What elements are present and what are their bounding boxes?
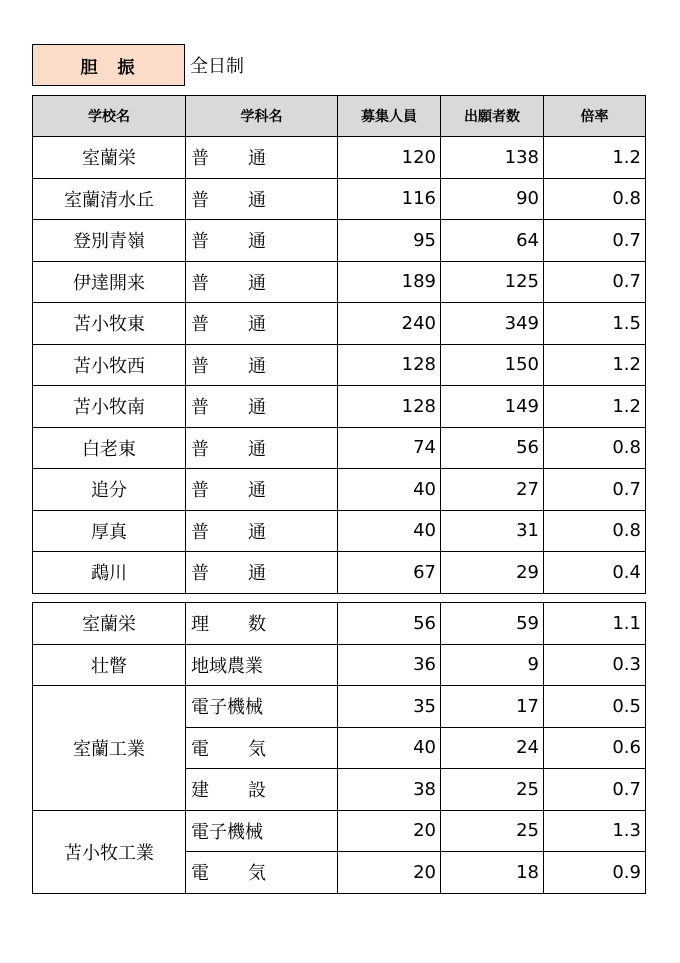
header-department: 学科名 — [186, 96, 338, 137]
ratio-cell: 0.9 — [544, 852, 646, 894]
table-row — [33, 220, 646, 262]
table-row — [33, 178, 646, 220]
school-cell: 登別青嶺 — [33, 220, 186, 262]
quota-cell: 36 — [338, 644, 441, 686]
applicants-cell: 9 — [441, 644, 544, 686]
ratio-cell: 0.8 — [544, 178, 646, 220]
department-cell: 電子機械 — [186, 686, 338, 728]
table-row — [33, 810, 646, 852]
applicants-cell: 24 — [441, 727, 544, 769]
department-cell: 電子機械 — [186, 810, 338, 852]
applicants-cell: 150 — [441, 344, 544, 386]
department-cell: 普 通 — [186, 137, 338, 179]
ratio-cell: 1.3 — [544, 810, 646, 852]
department-cell: 普 通 — [186, 510, 338, 552]
department-cell: 建 設 — [186, 769, 338, 811]
quota-cell: 38 — [338, 769, 441, 811]
ratio-cell: 0.4 — [544, 552, 646, 594]
department-cell: 普 通 — [186, 552, 338, 594]
table-row — [33, 469, 646, 511]
school-cell: 室蘭清水丘 — [33, 178, 186, 220]
department-cell: 電 気 — [186, 727, 338, 769]
department-cell: 地域農業 — [186, 644, 338, 686]
department-cell: 普 通 — [186, 344, 338, 386]
school-cell: 鵡川 — [33, 552, 186, 594]
ratio-cell: 0.8 — [544, 427, 646, 469]
department-cell: 普 通 — [186, 469, 338, 511]
applicants-cell: 27 — [441, 469, 544, 511]
quota-cell: 95 — [338, 220, 441, 262]
table-row — [33, 303, 646, 345]
quota-cell: 240 — [338, 303, 441, 345]
department-cell: 普 通 — [186, 427, 338, 469]
applicants-cell: 149 — [441, 386, 544, 428]
school-cell: 壮瞥 — [33, 644, 186, 686]
ratio-cell: 0.3 — [544, 644, 646, 686]
department-cell: 普 通 — [186, 220, 338, 262]
table-row — [33, 386, 646, 428]
header-row — [33, 96, 646, 137]
quota-cell: 20 — [338, 852, 441, 894]
applicants-cell: 56 — [441, 427, 544, 469]
table-row — [33, 261, 646, 303]
school-cell: 室蘭栄 — [33, 603, 186, 645]
special-courses-table — [32, 602, 646, 894]
quota-cell: 128 — [338, 386, 441, 428]
quota-cell: 40 — [338, 727, 441, 769]
ratio-cell: 0.8 — [544, 510, 646, 552]
table-row — [33, 686, 646, 728]
applicants-cell: 17 — [441, 686, 544, 728]
ratio-cell: 0.7 — [544, 469, 646, 511]
applications-table — [32, 95, 646, 594]
applicants-cell: 18 — [441, 852, 544, 894]
school-cell: 伊達開来 — [33, 261, 186, 303]
ratio-cell: 0.7 — [544, 261, 646, 303]
ratio-cell: 0.5 — [544, 686, 646, 728]
quota-cell: 35 — [338, 686, 441, 728]
table-row — [33, 137, 646, 179]
table-row — [33, 427, 646, 469]
applicants-cell: 64 — [441, 220, 544, 262]
quota-cell: 67 — [338, 552, 441, 594]
ratio-cell: 0.7 — [544, 220, 646, 262]
school-cell: 苫小牧工業 — [33, 810, 186, 893]
school-cell: 追分 — [33, 469, 186, 511]
quota-cell: 40 — [338, 510, 441, 552]
applicants-cell: 125 — [441, 261, 544, 303]
department-cell: 普 通 — [186, 178, 338, 220]
table-row — [33, 644, 646, 686]
school-cell: 苫小牧東 — [33, 303, 186, 345]
header-quota: 募集人員 — [338, 96, 441, 137]
region-label: 胆振 — [32, 44, 185, 86]
school-cell: 厚真 — [33, 510, 186, 552]
table-row — [33, 603, 646, 645]
ratio-cell: 1.2 — [544, 344, 646, 386]
department-cell: 普 通 — [186, 303, 338, 345]
school-cell: 室蘭工業 — [33, 686, 186, 811]
applicants-cell: 31 — [441, 510, 544, 552]
department-cell: 電 気 — [186, 852, 338, 894]
quota-cell: 120 — [338, 137, 441, 179]
shift-type-label: 全日制 — [190, 56, 244, 77]
applicants-cell: 138 — [441, 137, 544, 179]
header-ratio: 倍率 — [544, 96, 646, 137]
applicants-cell: 90 — [441, 178, 544, 220]
department-cell: 普 通 — [186, 261, 338, 303]
school-cell: 苫小牧南 — [33, 386, 186, 428]
quota-cell: 128 — [338, 344, 441, 386]
table-row — [33, 344, 646, 386]
ratio-cell: 1.2 — [544, 137, 646, 179]
ratio-cell: 1.2 — [544, 386, 646, 428]
applicants-cell: 59 — [441, 603, 544, 645]
quota-cell: 56 — [338, 603, 441, 645]
applicants-cell: 29 — [441, 552, 544, 594]
applicants-cell: 25 — [441, 810, 544, 852]
school-cell: 白老東 — [33, 427, 186, 469]
school-cell: 室蘭栄 — [33, 137, 186, 179]
ratio-cell: 1.5 — [544, 303, 646, 345]
quota-cell: 116 — [338, 178, 441, 220]
header-applicants: 出願者数 — [441, 96, 544, 137]
applicants-cell: 349 — [441, 303, 544, 345]
applicants-cell: 25 — [441, 769, 544, 811]
ratio-cell: 0.7 — [544, 769, 646, 811]
quota-cell: 40 — [338, 469, 441, 511]
table-row — [33, 510, 646, 552]
department-cell: 理 数 — [186, 603, 338, 645]
ratio-cell: 0.6 — [544, 727, 646, 769]
department-cell: 普 通 — [186, 386, 338, 428]
ratio-cell: 1.1 — [544, 603, 646, 645]
quota-cell: 189 — [338, 261, 441, 303]
quota-cell: 20 — [338, 810, 441, 852]
header-school: 学校名 — [33, 96, 186, 137]
quota-cell: 74 — [338, 427, 441, 469]
school-cell: 苫小牧西 — [33, 344, 186, 386]
table-row — [33, 552, 646, 594]
